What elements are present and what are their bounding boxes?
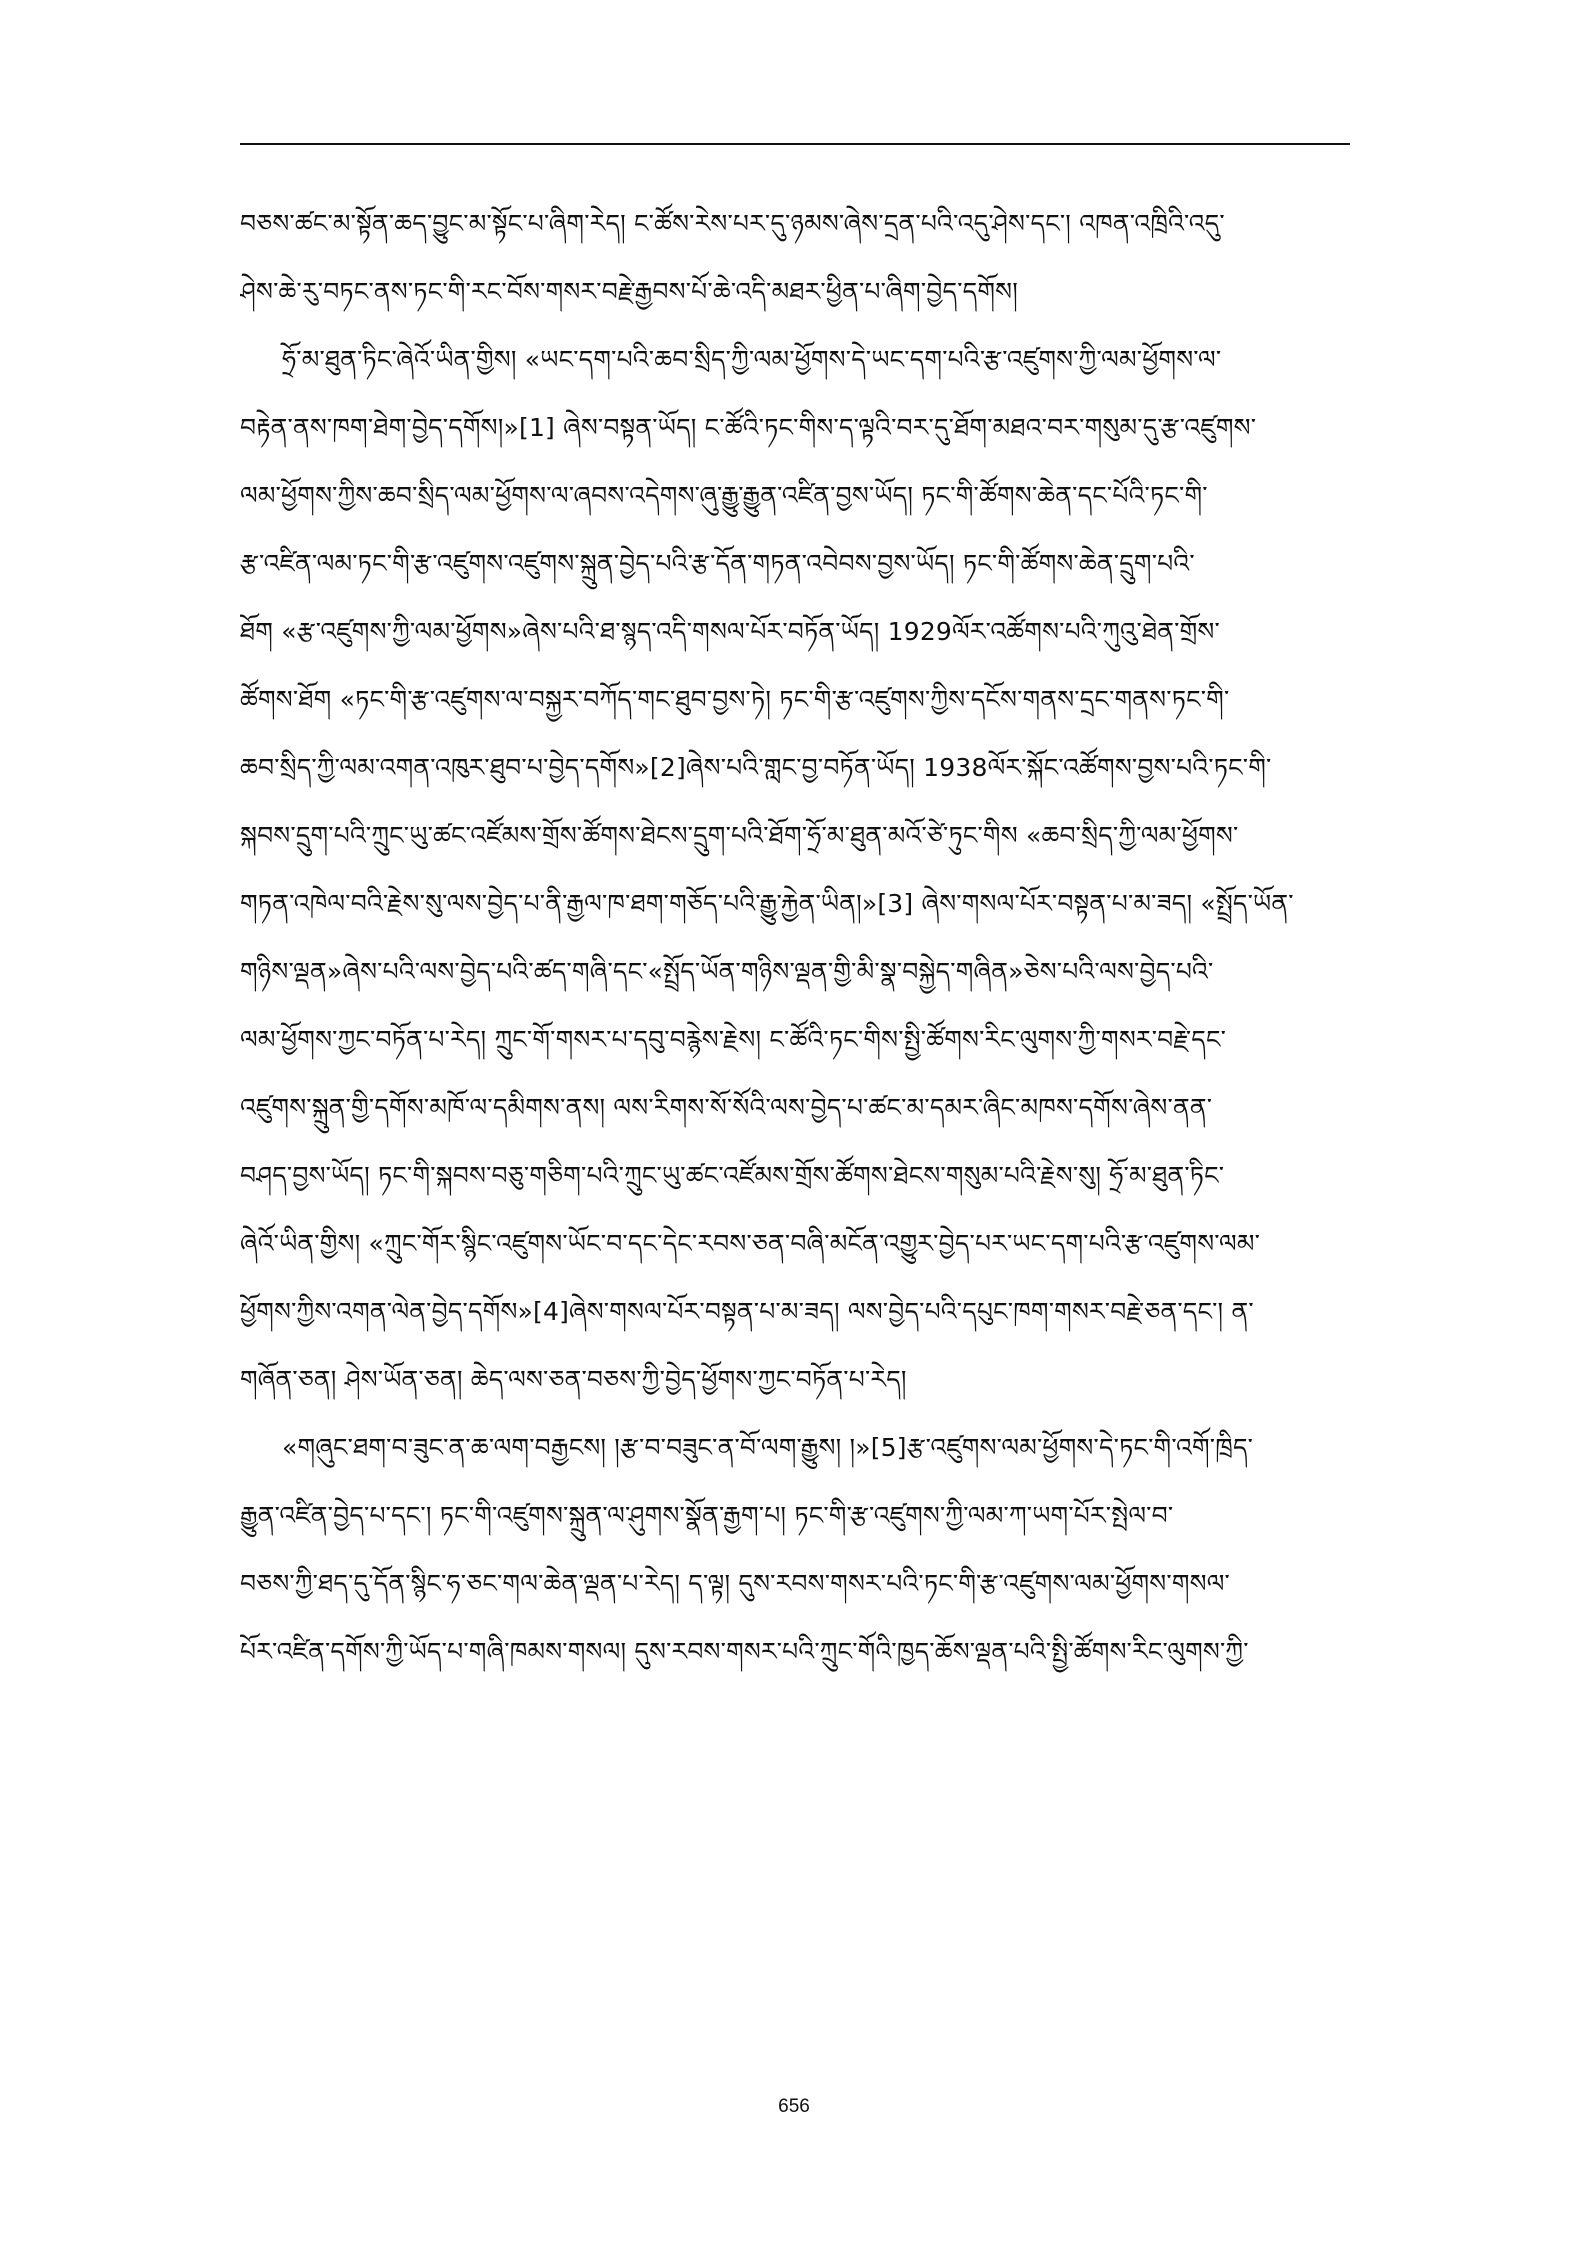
text-line: ལམ་ཕྱོགས་ཀྱིས་ཆབ་སྲིད་ལམ་ཕྱོགས་ལ་ཞབས་འདེགས་ཞུ་རྒྱུ་རྒྱུན་འཛིན་བྱས་ཡོད། ཏང་གི་ཚོགས་ཆེན་དང་པོའི་ཏང་གི་ [240,481,1208,510]
text-line: གཏན་འཁེལ་བའི་རྗེས་སུ་ལས་བྱེད་པ་ནི་རྒྱལ་ཁ་ཐག་གཅོད་པའི་རྒྱུ་རྐྱེན་ཡིན།»[3] ཞེས་གསལ་པོར་བསྟན་པ་མ་ཟད། «སྤྲོད་ཡོན་ [240,889,1294,918]
text-line: ཞེའོ་ཡིན་གྱིས། «ཀྲུང་གོར་སྙིང་འཛུགས་ཡོང་བ་དང་དེང་རབས་ཅན་བཞི་མངོན་འགྱུར་བྱེད་པར་ཡང་དག་པའི་རྩ་འཛུགས་ལམ་ [240,1229,1261,1258]
header-rule [240,143,1350,145]
text-line: རྩ་འཛིན་ལམ་ཏང་གི་རྩ་འཛུགས་འཛུགས་སྐྲུན་བྱེད་པའི་རྩ་དོན་གཏན་འབེབས་བྱས་ཡོད། ཏང་གི་ཚོགས་ཆེན་དྲུག་པའི་ [240,549,1195,578]
text-line: གཞོན་ཅན། ཤེས་ཡོན་ཅན། ཆེད་ལས་ཅན་བཅས་ཀྱི་བྱེད་ཕྱོགས་ཀྱང་བཏོན་པ་རེད། [240,1365,907,1394]
page-number: 656 [778,2096,810,2117]
text-line: བརྟེན་ནས་ཁག་ཐེག་བྱེད་དགོས།»[1] ཞེས་བསྟན་ཡོད། ང་ཚོའི་ཏང་གིས་ད་ལྟའི་བར་དུ་ཐོག་མཐའ་བར་གསུམ་དུ་རྩ་འཛུགས་ [240,413,1257,442]
paragraph-1 [240,190,1350,326]
page-body [240,190,1350,1686]
text-line: རྒྱུན་འཛིན་བྱེད་པ་དང་། ཏང་གི་འཛུགས་སྐྲུན་ལ་ཤུགས་སྣོན་རྒྱག་པ། ཏང་གི་རྩ་འཛུགས་ཀྱི་ལམ་ཀ་ཡག་པོར་སྤེལ་བ་ [240,1501,1174,1530]
text-line: པོར་འཛིན་དགོས་ཀྱི་ཡོད་པ་གཞི་ཁམས་གསལ། དུས་རབས་གསར་པའི་ཀྲུང་གོའི་ཁྱད་ཆོས་ལྡན་པའི་སྤྱི་ཚོགས་རིང་ལུགས་ཀྱི་ [240,1637,1249,1666]
text-line: ལམ་ཕྱོགས་ཀྱང་བཏོན་པ་རེད། ཀྲུང་གོ་གསར་པ་དབུ་བརྙེས་རྗེས། ང་ཚོའི་ཏང་གིས་སྤྱི་ཚོགས་རིང་ལུགས་ཀྱི་གསར་བརྗེ་དང་ [240,1025,1227,1054]
text-line: བཅས་ཀྱི་ཐད་དུ་དོན་སྙིང་ཧ་ཅང་གལ་ཆེན་ལྡན་པ་རེད། ད་ལྟ། དུས་རབས་གསར་པའི་ཏང་གི་རྩ་འཛུགས་ལམ་ཕྱོགས་གསལ་ [240,1569,1230,1598]
paragraph-3 [240,1414,1350,1686]
text-line: ཐོག «རྩ་འཛུགས་ཀྱི་ལམ་ཕྱོགས»ཞེས་པའི་ཐ་སྙད་འདི་གསལ་པོར་བཏོན་ཡོད། 1929ལོར་འཚོགས་པའི་ཀུའུ་ཐེན་གྲོས་ [240,617,1220,646]
text-line: ཚོགས་ཐོག «ཏང་གི་རྩ་འཛུགས་ལ་བསྐྱར་བཀོད་གང་ཐུབ་བྱས་ཏེ། ཏང་གི་རྩ་འཛུགས་ཀྱིས་དངོས་གནས་དྲང་གནས་ཏང་གི་ [240,685,1230,714]
text-line: བཅས་ཚང་མ་སྟོན་ཆད་བྱུང་མ་སྟོང་པ་ཞིག་རེད། ང་ཚོས་རེས་པར་དུ་ཉམས་ཞེས་དྲན་པའི་འདུ་ཤེས་དང་། འཁན་འཁྲིའི་འདུ་ [240,209,1225,238]
text-line: གཉིས་ལྡན»ཞེས་པའི་ལས་བྱེད་པའི་ཚད་གཞི་དང་«སྤྲོད་ཡོན་གཉིས་ལྡན་གྱི་མི་སྣ་བསྐྱེད་གཞིན»ཅེས་པའི་ལས་བྱེད་པའི་ [240,957,1214,986]
text-line: ཤེས་ཆེ་རུ་བཏང་ནས་ཏང་གི་རང་བོས་གསར་བརྗེ་རྒྱབས་པོ་ཆེ་འདི་མཐར་ཕྱིན་པ་ཞིག་བྱེད་དགོས། [240,277,1018,306]
text-line: སྐབས་དྲུག་པའི་ཀྲུང་ཡུ་ཚང་འཛོམས་གྲོས་ཚོགས་ཐེངས་དྲུག་པའི་ཐོག་ཧྲོ་མ་ཐུན་མའོ་ཙེ་ཏུང་གིས «ཆབ་སྲིད་ཀྱི་ལམ་ཕྱོགས་ [240,821,1239,850]
paragraph-2 [240,326,1350,1414]
text-line: བཤད་བྱས་ཡོད། ཏང་གི་སྐབས་བཅུ་གཅིག་པའི་ཀྲུང་ཡུ་ཚང་འཛོམས་གྲོས་ཚོགས་ཐེངས་གསུམ་པའི་རྗེས་སུ། ཧྲོ་མ་ཐུན་ཏིང་ [240,1161,1225,1190]
text-line: ཧྲོ་མ་ཐུན་ཏིང་ཞེའོ་ཡིན་གྱིས། «ཡང་དག་པའི་ཆབ་སྲིད་ཀྱི་ལམ་ཕྱོགས་དེ་ཡང་དག་པའི་རྩ་འཛུགས་ཀྱི་ལམ་ཕྱོགས་ལ་ [282,345,1222,374]
text-line: «གཞུང་ཐག་བ་ཟུང་ན་ཆ་ལག་བརྒྱངས། །རྩ་བ་བཟུང་ན་བོ་ལག་རྒྱུས། །»[5]རྩ་འཛུགས་ལམ་ཕྱོགས་དེ་ཏང་གི་འགོ་ཁྲིད་ [282,1433,1254,1462]
text-line: ཕྱོགས་ཀྱིས་འགན་ལེན་བྱེད་དགོས»[4]ཞེས་གསལ་པོར་བསྟན་པ་མ་ཟད། ལས་བྱེད་པའི་དཔུང་ཁག་གསར་བརྗེ་ཅན་དང་། ན་ [240,1297,1254,1326]
text-line: ཆབ་སྲིད་ཀྱི་ལམ་འགན་འཁུར་ཐུབ་པ་བྱེད་དགོས»[2]ཞེས་པའི་གླང་བྱ་བཏོན་ཡོད། 1938ལོར་སྐོང་འཚོགས་བྱས་པའི་ཏང་གི་ [240,753,1272,782]
text-line: འཛུགས་སྐྲུན་གྱི་དགོས་མཁོ་ལ་དམིགས་ནས། ལས་རིགས་སོ་སོའི་ལས་བྱེད་པ་ཚང་མ་དམར་ཞིང་མཁས་དགོས་ཞེས་ནན་ [240,1093,1213,1122]
